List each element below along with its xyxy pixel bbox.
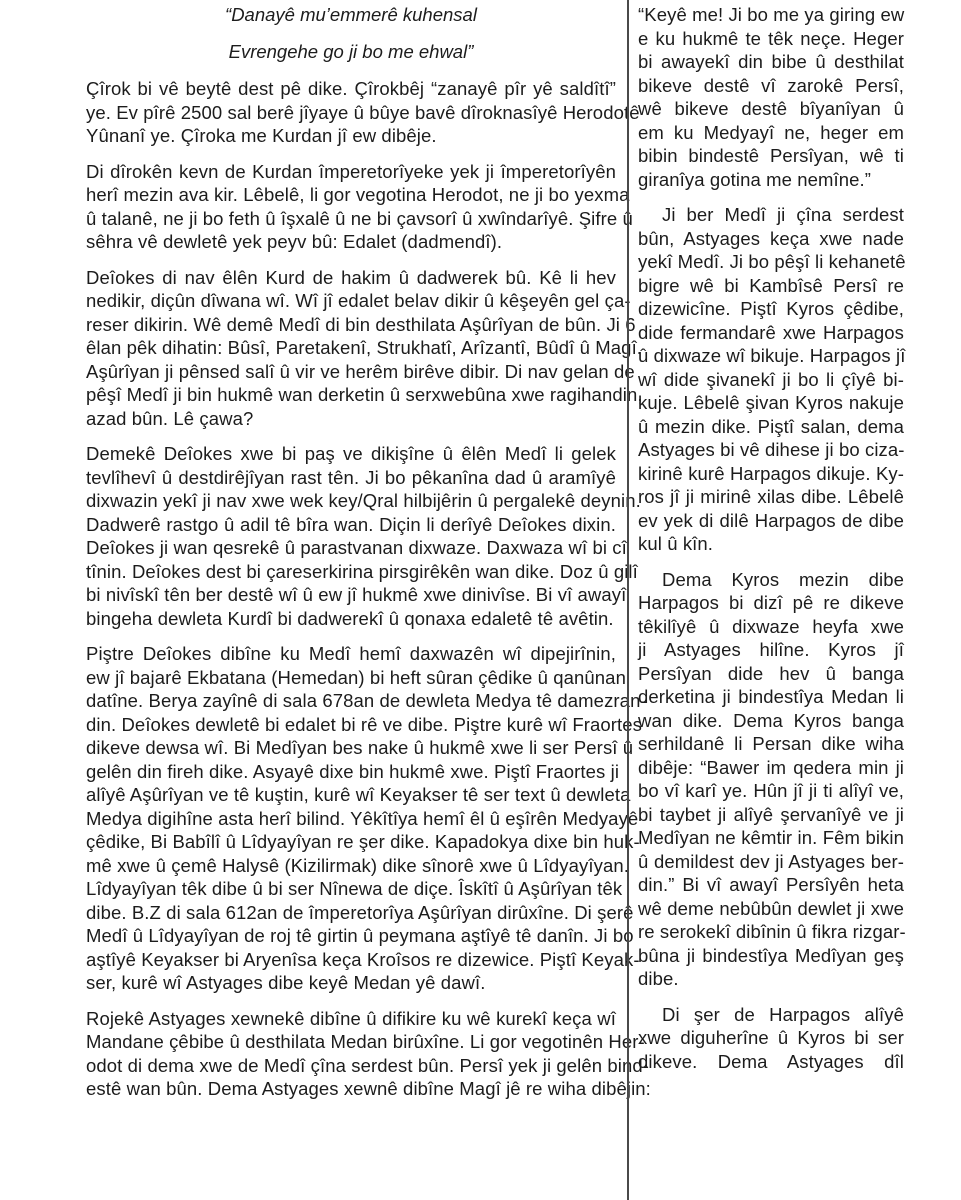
text-line: bi taybet ji alîyê şervanîyê ve ji <box>638 803 904 825</box>
text-line: wî dide şivanekî ji bo li çîyê bi- <box>638 368 904 390</box>
text-line: çêdike, Bi Babîlî û Lîdyayîyan re şer dike. Kapadokya dixe bin huk- <box>86 831 640 852</box>
text-line: wan dike. Dema Kyros banga <box>638 709 904 731</box>
paragraph <box>86 160 633 254</box>
text-line: re serokekî dibînin û fikra rizgar- <box>638 921 906 942</box>
text-line: Persîyan dide hev û banga <box>638 662 904 684</box>
text-line: Dadwerê rastgo û adil tê bîra wan. Diçin li derîyê Deîokes dixin. <box>86 513 616 535</box>
paragraph-gap <box>86 630 616 642</box>
paragraph <box>638 1003 904 1074</box>
text-line: dizewicîne. Piştî Kyros çêdibe, <box>638 298 904 319</box>
paragraph-gap <box>638 191 904 203</box>
text-line: û demildest dev ji Astyages ber- <box>638 850 904 872</box>
text-line: bûn, Astyages keça xwe nade <box>638 227 904 249</box>
text-line: dixwazin yekî ji nav xwe wek key/Qral hilbijêrin û pergalekê deynin. <box>86 490 641 511</box>
paragraph-gap <box>86 995 616 1007</box>
paragraph-gap <box>86 148 616 160</box>
text-line: Harpagos bi dizî pê re dikeve <box>638 592 904 613</box>
text-line: giranîya gotina me nemîne.” <box>638 168 872 190</box>
text-line: azad bûn. Lê çawa? <box>86 407 254 429</box>
paragraph-gap <box>638 556 904 568</box>
right-column <box>638 0 904 1073</box>
text-line: alîyê Aşûrîyan ve tê kuştin, kurê wî Keyakser tê ser text û dewleta <box>86 784 631 805</box>
paragraph <box>638 568 904 991</box>
paragraph <box>86 77 640 148</box>
column-divider <box>627 0 629 1200</box>
text-line: Di dîrokên kevn de Kurdan împeretorîyeke yek ji împeretorîyên <box>86 160 616 182</box>
text-line: têkilîyê û dixwaze heyfa xwe <box>638 615 904 637</box>
text-line: e ku hukmê te têk neçe. Heger <box>638 27 904 49</box>
text-line: datîne. Berya zayînê di sala 678an de dewleta Medya tê damezran- <box>86 690 647 711</box>
text-line: bi nivîskî tên ber destê wî û ew jî hukmê xwe dinivîse. Bi vî awayî <box>86 584 627 605</box>
paragraph <box>86 642 647 995</box>
text-line: û mezin dike. Piştî salan, dema <box>638 415 904 437</box>
text-line: Lîdyayîyan têk dibe û bi ser Nînewa de diçe. Îskîtî û Aşûrîyan têk <box>86 878 623 899</box>
text-line: wê deme nebûbûn dewlet ji xwe <box>638 897 904 919</box>
text-line: Astyages bi vê dihese ji bo ciza- <box>638 439 905 460</box>
text-line: dibe. <box>638 968 679 989</box>
text-line: tînin. Deîokes dest bi çareserkirina pirsgirêkên wan dike. Doz û gilî <box>86 560 638 582</box>
text-line: pêşî Medî ji bin hukmê wan derketin û serxwebûna xwe ragihandin, <box>86 384 643 405</box>
text-line: “Keyê me! Ji bo me ya giring ew <box>638 4 905 25</box>
text-line: bi awayekî din bibe û desthilat <box>638 51 904 72</box>
paragraph-gap <box>638 991 904 1003</box>
text-line: Medî û Lîdyayîyan de roj tê girtin û peymana aştîyê tê danîn. Ji bo <box>86 925 634 946</box>
paragraph <box>86 1007 651 1101</box>
right-paragraphs <box>638 3 904 1073</box>
text-line: Medîyan ne kêmtir in. Fêm bikin <box>638 827 904 848</box>
text-line: din. Deîokes dewletê bi edalet bi rê ve dibe. Piştre kurê wî Fraortes <box>86 713 643 735</box>
text-line: ser, kurê wî Astyages dibe keyê Medan yê dawî. <box>86 972 486 993</box>
text-line: odot di dema xwe de Medî çîna serdest bûn. Persî yek ji gelên bind- <box>86 1054 650 1076</box>
text-line: bo vî karî ye. Hûn jî ji ti alîyî ve, <box>638 780 904 801</box>
text-line: dibe. B.Z di sala 612an de împeretorîya Aşûrîyan dirûxîne. Di şerê <box>86 901 634 923</box>
paragraph-gap <box>86 254 616 266</box>
text-line: herî mezin ava kir. Lêbelê, li gor vegotina Herodot, ne ji bo yexma <box>86 184 630 205</box>
left-paragraphs <box>86 77 651 1101</box>
text-line: dikeve. Dema Astyages dîl <box>638 1050 904 1072</box>
text-line: nedikir, diçûn dîwana wî. Wî jî edalet belav dikir û kêşeyên gel ça- <box>86 290 631 311</box>
text-line: û dixwaze wî bikuje. Harpagos jî <box>638 345 906 366</box>
paragraph <box>86 442 641 630</box>
text-line: mê xwe û çemê Halysê (Kizilirmak) dike sînorê xwe û Lîdyayîyan. <box>86 854 629 876</box>
text-line: bikeve destê vî zarokê Persî, <box>638 74 904 96</box>
text-line: din.” Bi vî awayî Persîyên heta <box>638 874 904 895</box>
text-line: kirinê kurê Harpagos dikuje. Ky- <box>638 462 904 484</box>
text-line: ros jî ji mirinê xilas dibe. Lêbelê <box>638 486 904 507</box>
text-line: Yûnanî ye. Çîroka me Kurdan jî ew dibêje. <box>86 125 437 146</box>
text-line: Ji ber Medî ji çîna serdest <box>662 204 904 225</box>
text-line: bingeha dewleta Kurdî bi dadwerekî û qonaxa edaletê tê avêtin. <box>86 607 614 629</box>
text-line: kul û kîn. <box>638 533 714 554</box>
paragraph-gap <box>86 430 616 442</box>
text-line: bigre wê bi Kambîsê Persî re <box>638 274 904 296</box>
text-line: Rojekê Astyages xewnekê dibîne û difikire ku wê kurekî keça wî <box>86 1007 616 1029</box>
text-line: Dema Kyros mezin dibe <box>662 568 904 590</box>
epigraph-line-2: Evrengehe go ji bo me ehwal” <box>228 40 474 62</box>
text-line: dikeve dewsa wî. Bi Medîyan bes nake û hukmê xwe li ser Persî û <box>86 737 634 758</box>
text-line: dide fermandarê xwe Harpagos <box>638 321 904 343</box>
text-line: kuje. Lêbelê şivan Kyros nakuje <box>638 392 904 413</box>
text-line: Piştre Deîokes dibîne ku Medî hemî daxwazên wî dipejirînin, <box>86 643 616 664</box>
text-line: estê wan bûn. Dema Astyages xewnê dibîne Magî jê re wiha dibêjin: <box>86 1078 651 1099</box>
left-column <box>86 0 651 1101</box>
text-line: ev yek di dilê Harpagos de dibe <box>638 509 904 531</box>
epigraph-line-1: “Danayê mu’emmerê kuhensal <box>225 4 477 25</box>
text-line: û talanê, ne ji bo feth û îşxalê û ne bi çavsorî û xwîndarîyê. Şifre û <box>86 207 633 229</box>
text-line: ye. Ev pîrê 2500 sal berê jîyaye û bûye bavê dîroknasîyê Herodotê <box>86 101 640 123</box>
text-line: aştîyê Keyakser bi Aryenîsa keça Kroîsos re dizewice. Piştî Keyak- <box>86 948 640 970</box>
text-line: bibin bindestê Persîyan, wê ti <box>638 145 904 166</box>
text-line: dibêje: “Bawer im qedera min ji <box>638 756 904 778</box>
text-line: tevlîhevî û destdirêjîyan rast tên. Ji bo pêkanîna dad û aramîyê <box>86 466 616 488</box>
text-line: Aşûrîyan ji pênsed salî û vir ve herêm birêve dibir. Di nav gelan de <box>86 360 635 382</box>
text-line: bûna ji bindestîya Medîyan geş <box>638 944 904 966</box>
text-line: sêhra vê dewletê yek peyv bû: Edalet (dadmendî). <box>86 231 503 252</box>
text-line: Medya digihîne asta herî bilind. Yêkîtîya hemî êl û eşîrên Medyayê <box>86 807 639 829</box>
text-line: Mandane çêbibe û desthilata Medan birûxîne. Li gor vegotinên Her- <box>86 1031 645 1052</box>
paragraph <box>638 3 904 191</box>
text-line: xwe diguherîne û Kyros bi ser <box>638 1027 904 1048</box>
text-line: Deîokes di nav êlên Kurd de hakim û dadwerek bû. Kê li hev <box>86 266 616 288</box>
text-line: ji Astyages hilîne. Kyros jî <box>638 639 904 660</box>
text-line: Deîokes ji wan qesrekê û parastvanan dixwaze. Daxwaza wî bi cî <box>86 537 627 558</box>
text-line: êlan pêk dihatin: Bûsî, Paretakenî, Strukhatî, Arîzantî, Bûdî û Magî. <box>86 337 643 358</box>
text-line: wê bikeve destê bîyanîyan û <box>638 98 904 119</box>
text-line: reser dikirin. Wê demê Medî di bin desthilata Aşûrîyan de bûn. Ji 6 <box>86 313 636 335</box>
text-line: Çîrok bi vê beytê dest pê dike. Çîrokbêj “zanayê pîr yê saldîtî” <box>86 78 616 99</box>
text-line: derketina ji bindestîya Medan li <box>638 686 904 707</box>
text-line: ew jî bajarê Ekbatana (Hemedan) bi heft sûran çêdike û qanûnan <box>86 666 626 688</box>
paragraph <box>86 266 643 431</box>
text-line: em ku Medyayî ne, heger em <box>638 121 904 143</box>
paragraph <box>638 203 904 556</box>
text-line: Di şer de Harpagos alîyê <box>662 1003 904 1025</box>
text-line: gelên din fireh dike. Asyayê dixe bin hukmê xwe. Piştî Fraortes ji <box>86 760 620 782</box>
text-line: serhildanê li Persan dike wiha <box>638 733 904 754</box>
text-line: Demekê Deîokes xwe bi paş ve dikişîne û êlên Medî li gelek <box>86 443 616 464</box>
text-line: yekî Medî. Ji bo pêşî li kehanetê <box>638 251 906 272</box>
